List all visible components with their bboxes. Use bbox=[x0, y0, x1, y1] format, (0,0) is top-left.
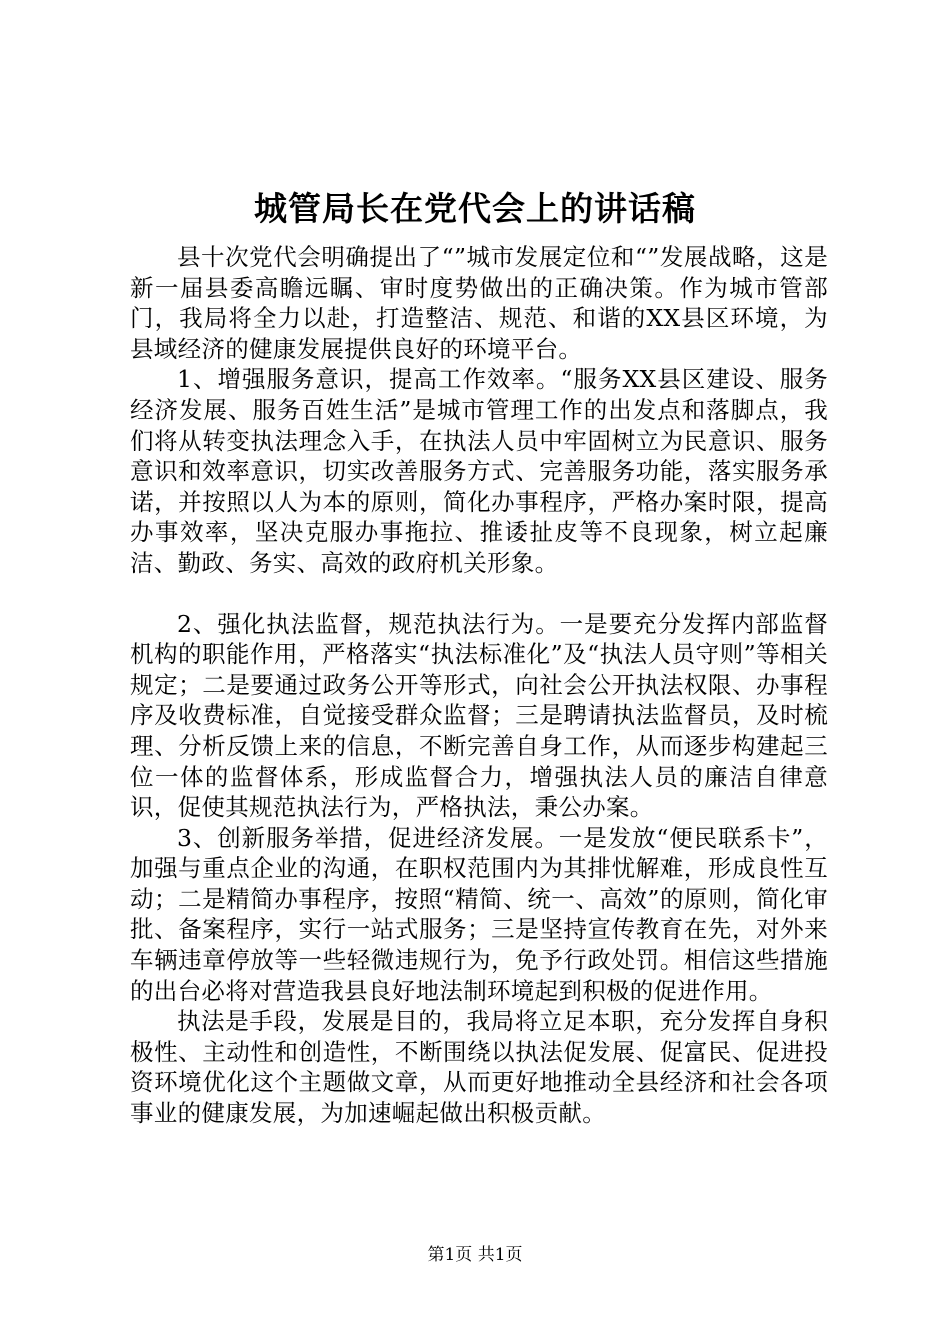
paragraph-point-1: 1、增强服务意识，提高工作效率。“服务XX县区建设、服务经济发展、服务百姓生活”是城市管理工作的出发点和落脚点，我们将从转变执法理念入手，在执法人员中牢固树立为民意识、服务意识和效率意识，切实改善服务方式、完善服务功能，落实服务承诺，并按照以人为本的原则，简化办事程序，严格办案时限，提高办事效率，坚决克服办事拖拉、推诿扯皮等不良现象，树立起廉洁、勤政、务实、高效的政府机关形象。 bbox=[130, 365, 828, 577]
page-footer: 第1页 共1页 bbox=[427, 1245, 523, 1265]
paragraph-intro: 县十次党代会明确提出了“”城市发展定位和“”发展战略，这是新一届县委高瞻远瞩、审时度势做出的正确决策。作为城市管部门，我局将全力以赴，打造整洁、规范、和谐的XX县区环境，为县域经济的健康发展提供良好的环境平台。 bbox=[130, 243, 828, 363]
paragraph-point-2: 2、强化执法监督，规范执法行为。一是要充分发挥内部监督机构的职能作用，严格落实“执法标准化”及“执法人员守则”等相关规定；二是要通过政务公开等形式，向社会公开执法权限、办事程序及收费标准，自觉接受群众监督；三是聘请执法监督员，及时梳理、分析反馈上来的信息，不断完善自身工作，从而逐步构建起三位一体的监督体系，形成监督合力，增强执法人员的廉洁自律意识，促使其规范执法行为，严格执法，秉公办案。 bbox=[130, 609, 828, 822]
paragraph-conclusion: 执法是手段，发展是目的，我局将立足本职，充分发挥自身积极性、主动性和创造性，不断围绕以执法促发展、促富民、促进投资环境优化这个主题做文章，从而更好地推动全县经济和社会各项事业的健康发展，为加速崛起做出积极贡献。 bbox=[130, 1007, 828, 1128]
document-title: 城管局长在党代会上的讲话稿 bbox=[254, 189, 696, 228]
document-body bbox=[130, 242, 828, 1129]
paragraph-point-3: 3、创新服务举措，促进经济发展。一是发放“便民联系卡”，加强与重点企业的沟通，在职权范围内为其排忧解难，形成良性互动；二是精简办事程序，按照“精简、统一、高效”的原则，简化审批、备案程序，实行一站式服务；三是坚持宣传教育在先，对外来车辆违章停放等一些轻微违规行为，免予行政处罚。相信这些措施的出台必将对营造我县良好地法制环境起到积极的促进作用。 bbox=[130, 823, 828, 1005]
